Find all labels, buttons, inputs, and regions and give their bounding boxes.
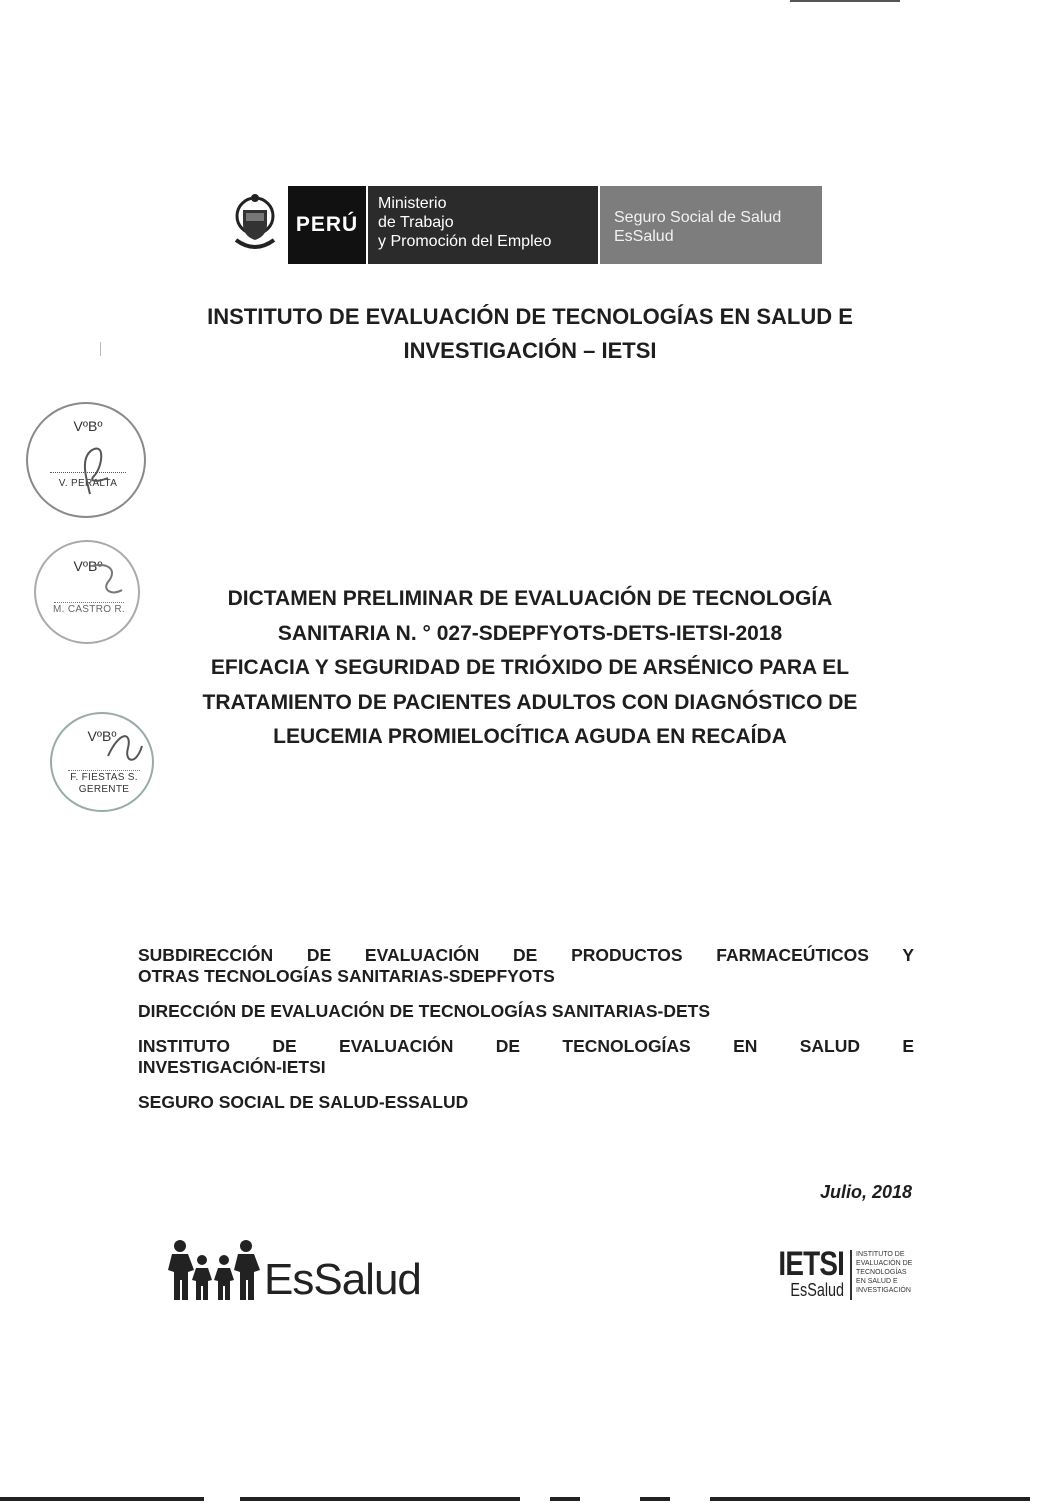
org-subdirection-line: OTRAS TECNOLOGÍAS SANITARIAS-SDEPFYOTS <box>138 966 555 986</box>
stamp-name: F. FIESTAS S. <box>70 772 138 783</box>
stamp-vobo: VºBº <box>87 728 117 744</box>
footer-line <box>0 1497 204 1501</box>
approval-stamp <box>26 402 146 518</box>
stamp-vobo: VºBº <box>73 418 103 434</box>
stamp-dotted-line <box>68 770 140 771</box>
ministry-label <box>366 186 598 264</box>
dictamen-line: LEUCEMIA PROMIELOCÍTICA AGUDA EN RECAÍDA <box>273 725 787 748</box>
institute-title-line: INVESTIGACIÓN – IETSI <box>403 338 657 363</box>
signature-icon <box>72 438 122 498</box>
stamp-vobo: VºBº <box>73 558 103 574</box>
org-direction: DIRECCIÓN DE EVALUACIÓN DE TECNOLOGÍAS SANITARIAS-DETS <box>138 1001 711 1021</box>
stamp-role: GERENTE <box>78 784 130 795</box>
dictamen-title <box>120 582 940 755</box>
family-icon <box>168 1238 260 1302</box>
essalud-wordmark: EsSalud <box>264 1255 421 1304</box>
peru-label: PERÚ <box>288 186 366 264</box>
essalud-logo <box>168 1238 421 1302</box>
coat-of-arms-icon <box>222 186 288 264</box>
ietsi-wordmark: IETSI <box>778 1245 845 1283</box>
document-date: Julio, 2018 <box>819 1182 912 1202</box>
institute-title <box>100 300 960 368</box>
footer-line <box>710 1497 1030 1501</box>
org-institute-line: INVESTIGACIÓN-IETSI <box>138 1057 326 1077</box>
stamp-name: V. PERALTA <box>58 478 118 489</box>
ministry-line: y Promoción del Empleo <box>378 233 552 250</box>
essalud-line: Seguro Social de Salud <box>614 209 782 226</box>
institute-title-line: INSTITUTO DE EVALUACIÓN DE TECNOLOGÍAS EN SALUD E <box>207 304 853 329</box>
organizations-block <box>138 945 914 1113</box>
government-banner <box>222 186 828 264</box>
ietsi-description: INSTITUTO DE EVALUACIÓN DE TECNOLOGÍAS EN SALUD E INVESTIGACIÓN <box>850 1250 916 1300</box>
org-subdirection-line: SUBDIRECCIÓN DE EVALUACIÓN DE PRODUCTOS FARMACEÚTICOS Y <box>138 945 914 965</box>
ietsi-sub-wordmark: EsSalud <box>790 1280 845 1300</box>
org-institute-line: INSTITUTO DE EVALUACIÓN DE TECNOLOGÍAS EN SALUD E <box>138 1036 914 1056</box>
footer-line <box>240 1497 520 1501</box>
dictamen-line: TRATAMIENTO DE PACIENTES ADULTOS CON DIAGNÓSTICO DE <box>202 690 858 714</box>
dictamen-line: EFICACIA Y SEGURIDAD DE TRIÓXIDO DE ARSÉNICO PARA EL <box>210 656 850 679</box>
ietsi-logo <box>764 1245 916 1300</box>
ministry-line: de Trabajo <box>378 214 454 231</box>
ministry-line: Ministerio <box>378 195 447 212</box>
footer-line <box>640 1497 670 1501</box>
scan-edge-line <box>790 0 900 2</box>
org-seguro: SEGURO SOCIAL DE SALUD-ESSALUD <box>138 1092 469 1112</box>
footer-line <box>550 1497 580 1501</box>
essalud-line: EsSalud <box>614 228 674 245</box>
stamp-name: M. CASTRO R. <box>53 604 125 615</box>
essalud-label <box>598 186 822 264</box>
dictamen-line: SANITARIA N. ° 027-SDEPFYOTS-DETS-IETSI-2018 <box>277 621 783 645</box>
dictamen-line: DICTAMEN PRELIMINAR DE EVALUACIÓN DE TECNOLOGÍA <box>227 587 833 610</box>
